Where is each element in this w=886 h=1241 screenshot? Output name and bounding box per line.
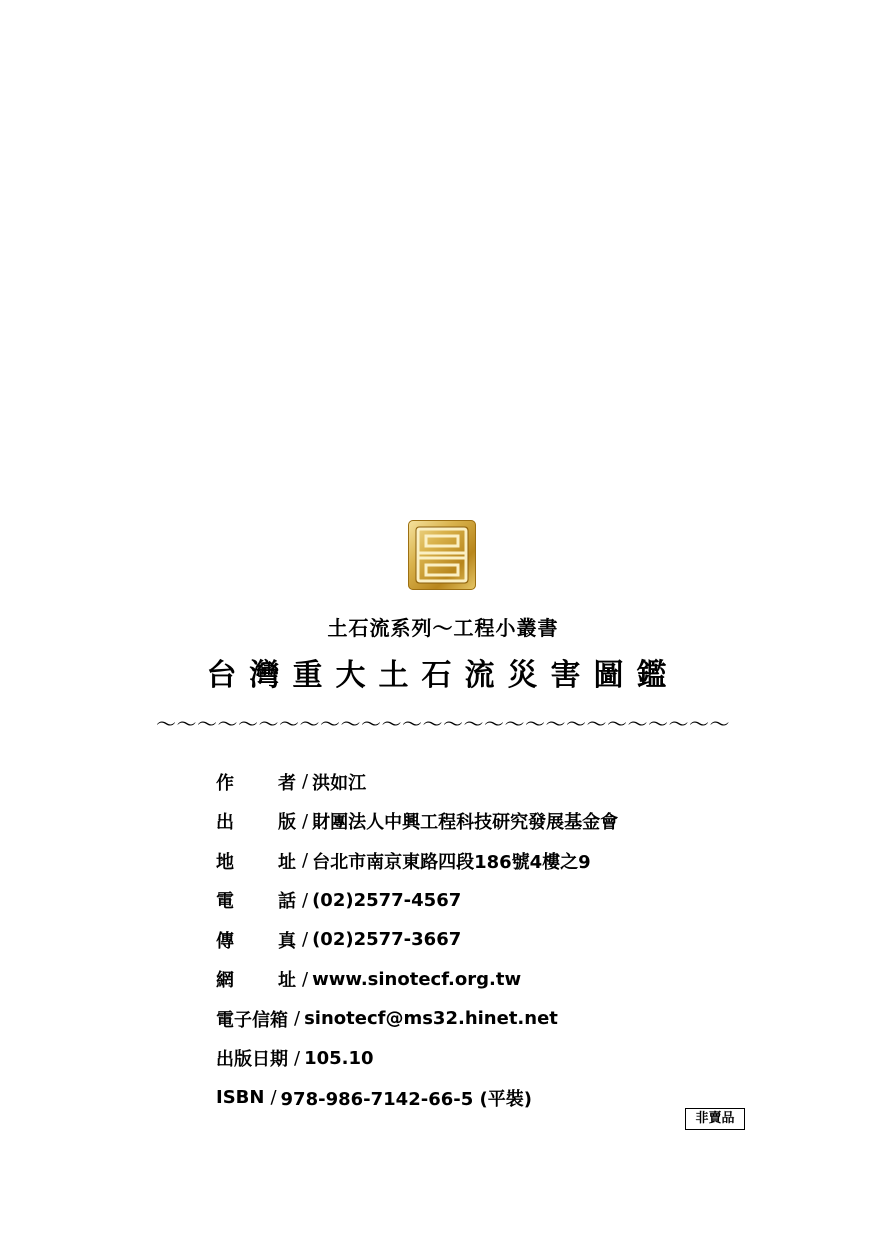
separator: / (294, 1008, 301, 1030)
separator: / (294, 1047, 301, 1069)
book-title: 台灣重大土石流災害圖鑑 (206, 658, 680, 693)
phone-label: 電 話 (216, 891, 296, 913)
address-value: 台北市南京東路四段186號4樓之9 (312, 851, 591, 873)
not-for-sale-badge: 非賣品 (685, 1108, 745, 1130)
separator: / (302, 968, 309, 990)
website-label: 網 址 (216, 970, 296, 992)
publisher-row (216, 802, 776, 842)
foundation-logo (408, 520, 476, 590)
date-value: 105.10 (304, 1047, 374, 1069)
email-label: 電子信箱 (216, 1009, 288, 1031)
separator: / (302, 889, 309, 911)
author-value: 洪如江 (312, 772, 367, 794)
isbn-value: 978-986-7142-66-5 (平裝) (280, 1088, 532, 1110)
divider: ～～～～～～～～～～～～～～～～～～～～～～～～～～～～ (156, 712, 730, 736)
separator: / (302, 771, 309, 793)
phone-row (216, 881, 776, 921)
address-label: 地 址 (216, 851, 296, 873)
isbn-label: ISBN (216, 1087, 265, 1109)
separator: / (302, 850, 309, 872)
author-row (216, 762, 776, 802)
separator: / (302, 810, 309, 832)
email-row (216, 999, 776, 1039)
fax-row (216, 920, 776, 960)
fax-label: 傳 真 (216, 930, 296, 952)
date-row (216, 1039, 776, 1079)
address-row (216, 841, 776, 881)
separator: / (270, 1087, 277, 1109)
series-title: 土石流系列～工程小叢書 (327, 616, 559, 640)
date-label: 出版日期 (216, 1049, 288, 1071)
website-row (216, 960, 776, 1000)
phone-value: (02)2577-4567 (312, 889, 462, 911)
separator: / (302, 929, 309, 951)
publisher-value: 財團法人中興工程科技研究發展基金會 (312, 812, 619, 834)
website-value: www.sinotecf.org.tw (312, 968, 522, 990)
author-label: 作 者 (216, 772, 296, 794)
logo-mark-icon (408, 520, 476, 590)
fax-value: (02)2577-3667 (312, 929, 462, 951)
publisher-label: 出 版 (216, 812, 296, 834)
publication-info (216, 762, 776, 1118)
email-value: sinotecf@ms32.hinet.net (304, 1008, 558, 1030)
